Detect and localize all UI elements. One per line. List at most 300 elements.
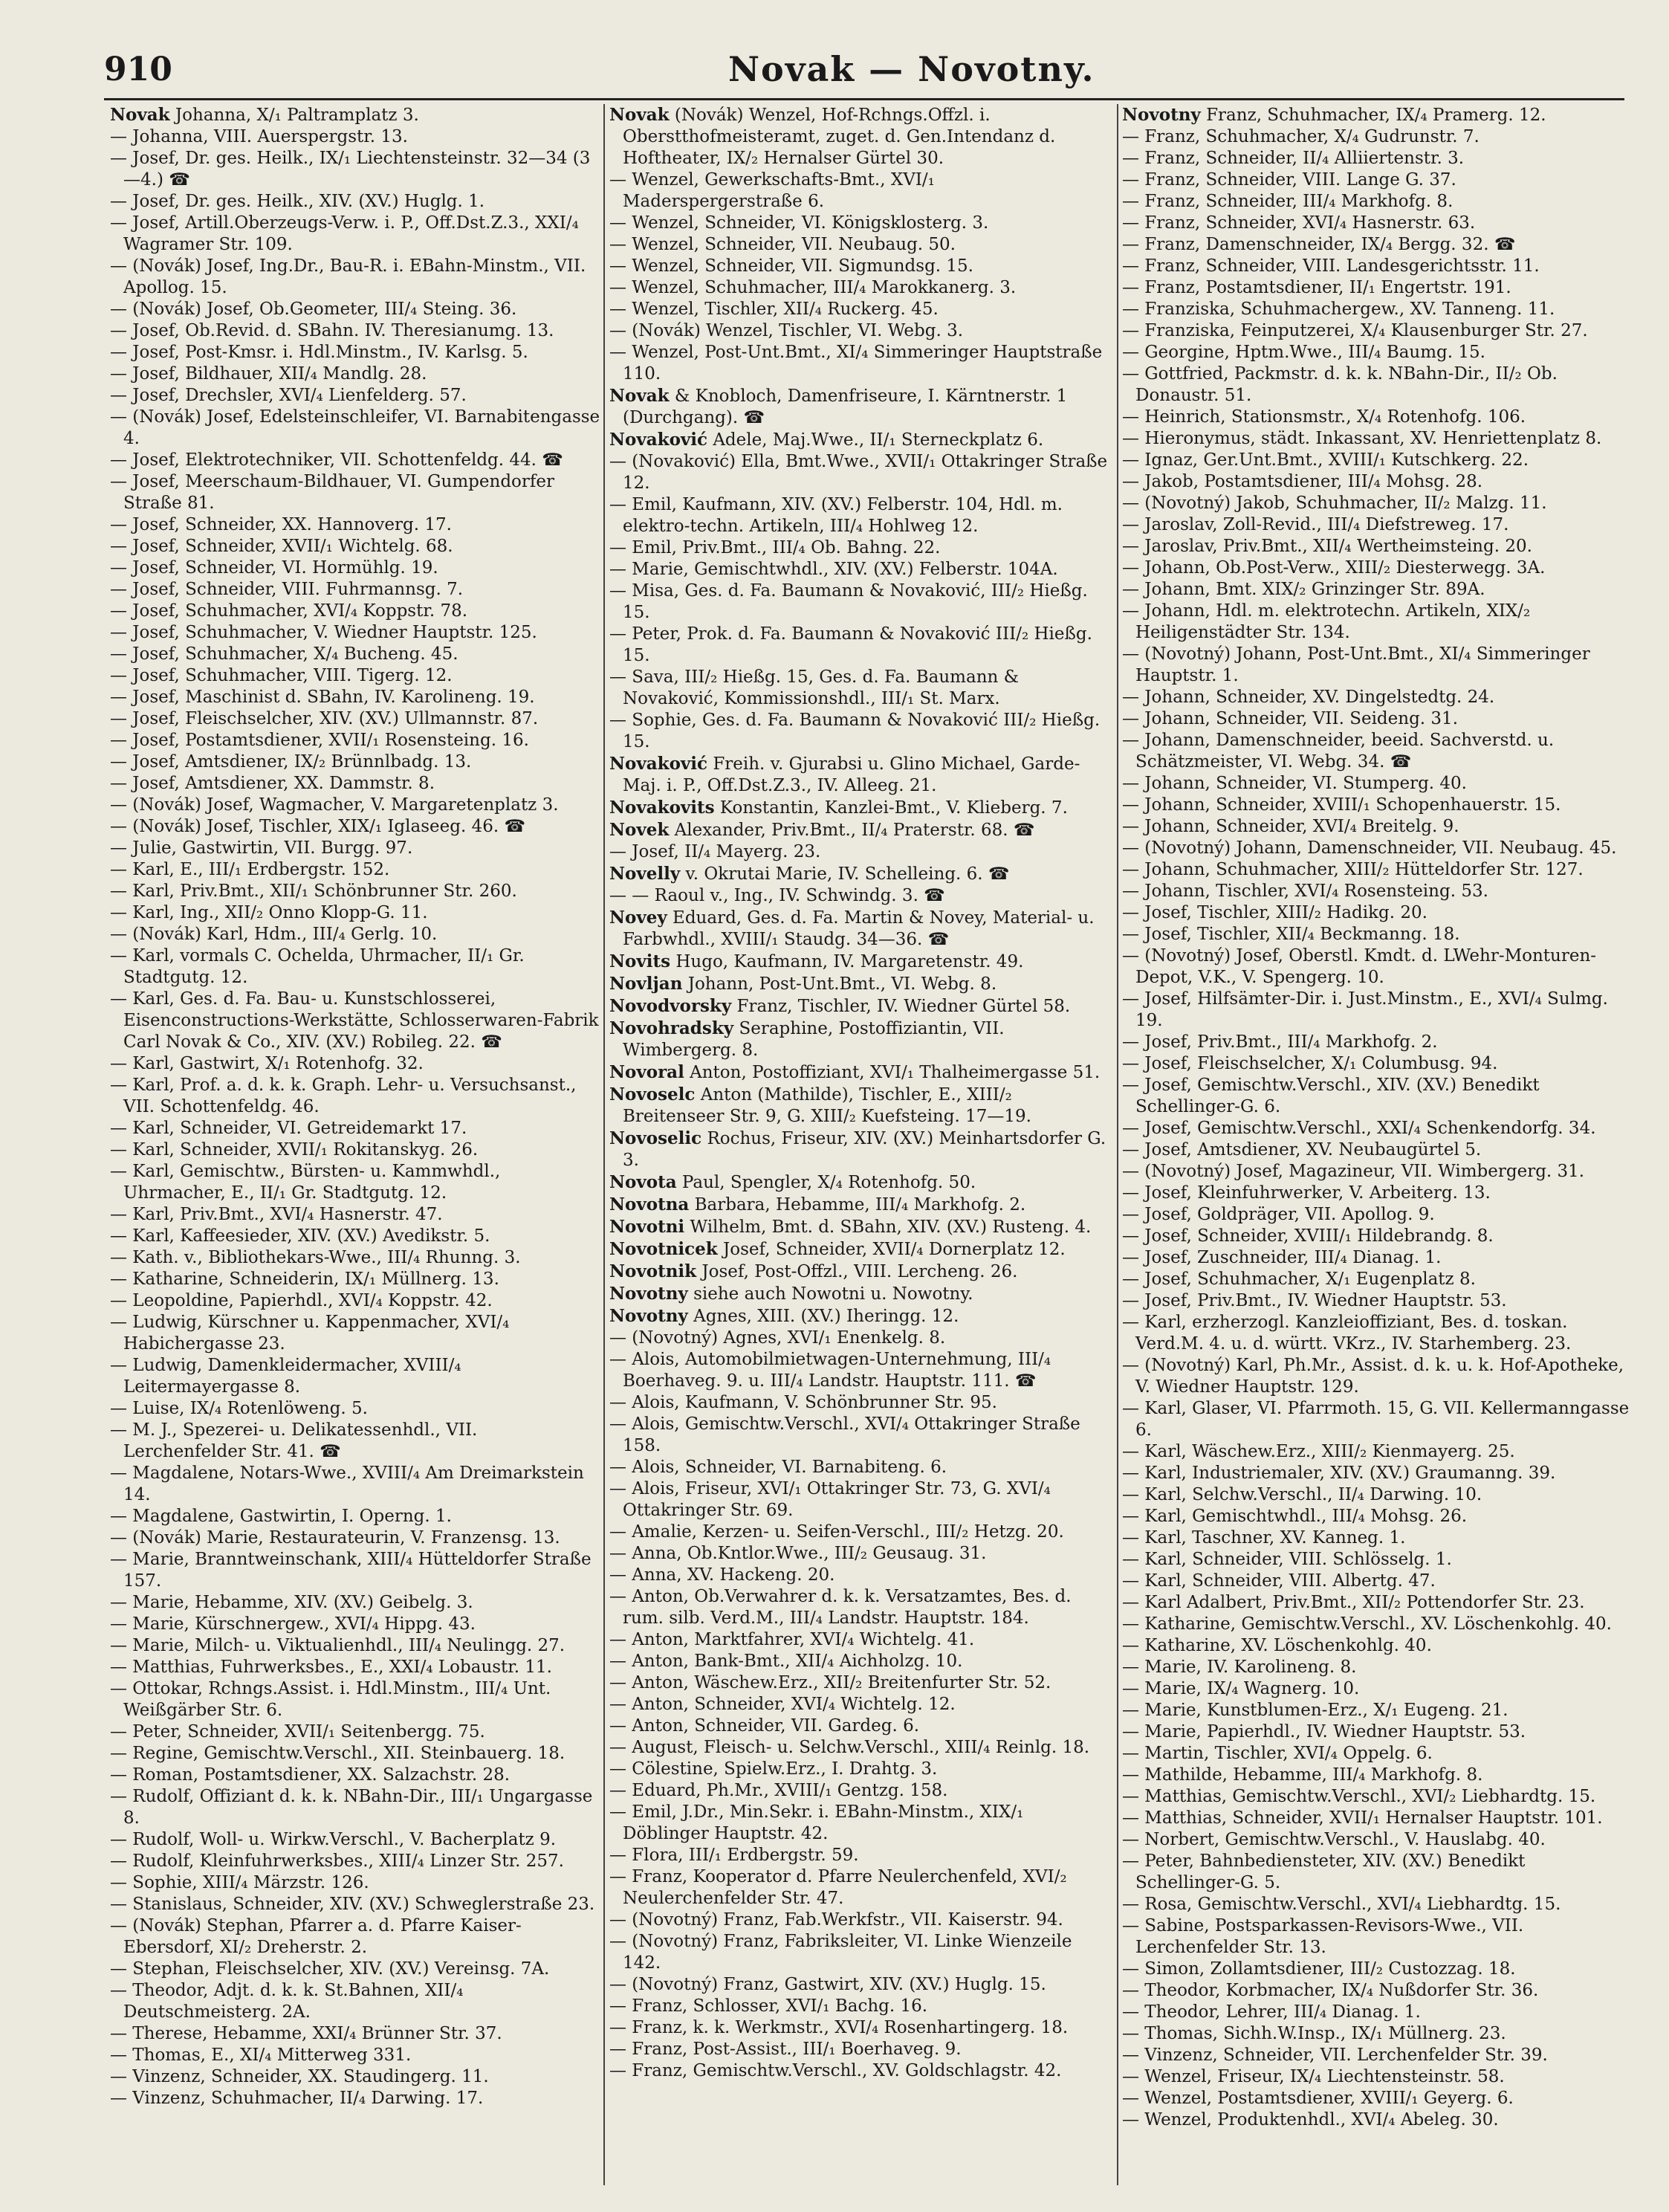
directory-entry — [1122, 859, 1635, 881]
entry-text: Alexander, Priv.Bmt., II/₄ Praterstr. 68. ☎ — [669, 821, 1035, 840]
directory-entry — [609, 2017, 1115, 2039]
entry-text: — Josef, Amtsdiener, XX. Dammstr. 8. — [110, 774, 435, 793]
directory-entry — [609, 1586, 1115, 1629]
entry-text: — Matthias, Fuhrwerksbes., E., XXI/₄ Lobaustr. 11. — [110, 1658, 552, 1677]
directory-entry — [110, 213, 600, 256]
directory-entry — [1122, 1851, 1635, 1894]
entry-text: — Josef, Goldpräger, VII. Apollog. 9. — [1122, 1205, 1435, 1224]
entry-text: — Wenzel, Postamtsdiener, XVIII/₁ Geyerg. 6. — [1122, 2089, 1514, 2108]
directory-entry — [110, 730, 600, 751]
directory-entry — [609, 451, 1115, 494]
entry-text: — Amalie, Kerzen- u. Seifen-Verschl., III/₂ Hetzg. 20. — [609, 1522, 1064, 1542]
directory-entry — [609, 1759, 1115, 1780]
entry-text: — Ignaz, Ger.Unt.Bmt., XVIII/₁ Kutschkerg. 22. — [1122, 450, 1529, 470]
directory-entry — [1122, 536, 1635, 557]
entry-text: — Karl Adalbert, Priv.Bmt., XII/₂ Pottendorfer Str. 23. — [1122, 1593, 1585, 1612]
entry-text: — Marie, IV. Karolineng. 8. — [1122, 1658, 1357, 1677]
entry-text: — Josef, Tischler, XII/₄ Beckmanng. 18. — [1122, 925, 1460, 944]
entry-text: — Rudolf, Kleinfuhrwerksbes., XIII/₄ Linzer Str. 257. — [110, 1852, 564, 1871]
directory-entry — [110, 665, 600, 687]
column-divider — [603, 104, 605, 2185]
entry-text: — Franziska, Feinputzerei, X/₄ Klausenburger Str. 27. — [1122, 321, 1588, 340]
entry-text: — Josef, Schuhmacher, XVI/₄ Koppstr. 78. — [110, 601, 468, 621]
directory-entry — [1122, 1204, 1635, 1226]
entry-text: siehe auch Nowotni u. Nowotny. — [687, 1284, 973, 1304]
entry-text: — (Novotný) Agnes, XVI/₁ Enenkelg. 8. — [609, 1328, 946, 1348]
directory-entry — [609, 234, 1115, 256]
directory-entry — [609, 1694, 1115, 1715]
directory-entry — [1122, 881, 1635, 902]
directory-entry — [1122, 104, 1635, 126]
entry-text: — Anton, Marktfahrer, XVI/₄ Wichtelg. 41. — [609, 1630, 975, 1649]
directory-entry — [1122, 1226, 1635, 1247]
entry-surname: Novits — [609, 951, 671, 971]
entry-text: (Novák) Wenzel, Hof-Rchngs.Offzl. i. Oberstthofmeisteramt, zuget. d. Gen.Intendanz d. Hoftheater, IX/₂ Hernalser Gürtel 30. — [623, 106, 1056, 168]
entry-text: Wilhelm, Bmt. d. SBahn, XIV. (XV.) Rusteng. 4. — [684, 1217, 1092, 1237]
directory-entry — [609, 104, 1115, 169]
directory-entry — [1122, 2088, 1635, 2109]
directory-entry — [110, 407, 600, 450]
entry-text: — (Novotný) Johann, Damenschneider, VII. Neubaug. 45. — [1122, 838, 1617, 858]
directory-entry — [110, 902, 600, 924]
entry-text: — Franz, Schneider, XVI/₄ Hasnerstr. 63. — [1122, 213, 1476, 233]
directory-entry — [1122, 1398, 1635, 1441]
entry-text: — Roman, Postamtsdiener, XX. Salzachstr. 28. — [110, 1765, 511, 1785]
entry-text: — Martin, Tischler, XVI/₄ Oppelg. 6. — [1122, 1744, 1433, 1763]
entry-text: — Karl, Schneider, VIII. Albertg. 47. — [1122, 1571, 1436, 1591]
entry-text: — (Novák) Josef, Ing.Dr., Bau-R. i. EBahn-Minstm., VII. Apollog. 15. — [110, 256, 586, 297]
entry-surname: Novak — [609, 105, 670, 125]
directory-entry — [110, 1118, 600, 1139]
directory-entry — [110, 945, 600, 989]
directory-entry — [110, 2066, 600, 2088]
directory-entry — [110, 838, 600, 859]
entry-text: — Josef, Gemischtw.Verschl., XIV. (XV.) Benedikt Schellinger-G. 6. — [1122, 1076, 1540, 1116]
entry-text: — Emil, Kaufmann, XIV. (XV.) Felberstr. 104, Hdl. m. elektro-techn. Artikeln, III/₄ Hohlweg 12. — [609, 495, 1063, 536]
directory-entry — [609, 169, 1115, 213]
entry-surname: Novek — [609, 820, 670, 840]
entry-text: — Peter, Bahnbediensteter, XIV. (XV.) Benedikt Schellinger-G. 5. — [1122, 1852, 1526, 1892]
directory-entry — [1122, 277, 1635, 299]
entry-text: — Josef, Priv.Bmt., III/₄ Markhofg. 2. — [1122, 1032, 1438, 1052]
entry-text: — Karl, Selchw.Verschl., II/₄ Darwing. 10. — [1122, 1485, 1482, 1504]
entry-text: v. Okrutai Marie, IV. Schelleing. 6. ☎ — [680, 864, 1010, 884]
directory-entry — [110, 256, 600, 299]
entry-text: — Theodor, Adjt. d. k. k. St.Bahnen, XII/₄ Deutschmeisterg. 2A. — [110, 1981, 464, 2022]
directory-entry — [1122, 1678, 1635, 1700]
entry-text: — Karl, Schneider, VIII. Schlösselg. 1. — [1122, 1550, 1452, 1569]
entry-text: — — Raoul v., Ing., IV. Schwindg. 3. ☎ — [609, 886, 945, 905]
entry-text: — Johann, Schuhmacher, XIII/₂ Hütteldorfer Str. 127. — [1122, 860, 1584, 879]
entry-surname: Novaković — [609, 754, 708, 774]
entry-surname: Novota — [609, 1172, 677, 1192]
directory-entry — [1122, 1571, 1635, 1592]
directory-entry — [1122, 1183, 1635, 1204]
directory-entry — [1122, 1527, 1635, 1549]
directory-entry — [1122, 1700, 1635, 1721]
directory-entry — [609, 1909, 1115, 1931]
directory-entry — [1122, 428, 1635, 450]
directory-entry — [1122, 1657, 1635, 1678]
entry-text: — Hieronymus, städt. Inkassant, XV. Henriettenplatz 8. — [1122, 429, 1602, 448]
directory-entry — [110, 1463, 600, 1506]
entry-text: & Knobloch, Damenfriseure, I. Kärntnerstr. 1 (Durchgang). ☎ — [623, 387, 1068, 427]
directory-entry — [110, 1678, 600, 1721]
entry-text: — Wenzel, Gewerkschafts-Bmt., XVI/₁ Maderspergerstraße 6. — [609, 170, 935, 211]
entry-text: — Karl, Priv.Bmt., XII/₁ Schönbrunner Str. 260. — [110, 882, 517, 901]
directory-entry — [1122, 450, 1635, 471]
entry-text: — Wenzel, Schneider, VII. Sigmundsg. 15. — [609, 256, 973, 276]
directory-entry — [609, 624, 1115, 667]
entry-text: — Karl, Gastwirt, X/₁ Rotenhofg. 32. — [110, 1054, 424, 1073]
entry-text: — Wenzel, Schuhmacher, III/₄ Marokkanerg. 3. — [609, 278, 1017, 297]
entry-text: — Josef, Ob.Revid. d. SBahn. IV. Theresianumg. 13. — [110, 321, 554, 340]
entry-text: — Karl, Priv.Bmt., XVI/₄ Hasnerstr. 47. — [110, 1205, 443, 1224]
directory-entry — [110, 1721, 600, 1743]
directory-entry — [110, 1765, 600, 1786]
entry-text: — M. J., Spezerei- u. Delikatessenhdl., VII. Lerchenfelder Str. 41. ☎ — [110, 1420, 478, 1461]
directory-entry — [110, 1635, 600, 1657]
entry-text: — Josef, Dr. ges. Heilk., XIV. (XV.) Huglg. 1. — [110, 192, 485, 211]
entry-text: — Josef, Fleischselcher, XIV. (XV.) Ullmannstr. 87. — [110, 709, 539, 728]
entry-text: — Alois, Schneider, VI. Barnabiteng. 6. — [609, 1458, 947, 1477]
entry-text: — Josef, Schuhmacher, VIII. Tigerg. 12. — [110, 666, 453, 685]
entry-text: — Franz, Schneider, II/₄ Alliiertenstr. 3. — [1122, 149, 1465, 168]
entry-text: — Karl, Ges. d. Fa. Bau- u. Kunstschlosserei, Eisenconstructions-Werkstätte, Schlosserwaren-Fabrik Carl Novak & Co., XIV. (XV.) Robileg. 22. ☎ — [110, 989, 599, 1052]
entry-text: — (Novák) Josef, Edelsteinschleifer, VI. Barnabitengasse 4. — [110, 407, 600, 448]
directory-entry — [1122, 601, 1635, 644]
directory-entry — [1122, 730, 1635, 773]
directory-entry — [1122, 924, 1635, 945]
entry-text: — (Novotný) Franz, Fabriksleiter, VI. Linke Wienzeile 142. — [609, 1932, 1072, 1973]
entry-text: Anton (Mathilde), Tischler, E., XIII/₂ Breitenseer Str. 9, G. XIII/₂ Kuefsteing. 17—19. — [623, 1085, 1031, 1126]
directory-entry — [609, 342, 1115, 385]
directory-entry — [110, 385, 600, 407]
entry-text: — Johann, Hdl. m. elektrotechn. Artikeln, XIX/₂ Heiligenstädter Str. 134. — [1122, 601, 1531, 642]
entry-text: — Josef, Fleischselcher, X/₁ Columbusg. 94. — [1122, 1054, 1498, 1073]
entry-text: — Josef, Amtsdiener, IX/₂ Brünnlbadg. 13. — [110, 752, 472, 772]
entry-text: — Marie, Kürschnergew., XVI/₄ Hippg. 43. — [110, 1614, 476, 1634]
entry-text: — (Novotný) Karl, Ph.Mr., Assist. d. k. u. k. Hof-Apotheke, V. Wiedner Hauptstr. 129. — [1122, 1356, 1624, 1397]
directory-entry — [110, 622, 600, 644]
entry-text: — Ludwig, Kürschner u. Kappenmacher, XVI/₄ Habichergasse 23. — [110, 1313, 510, 1354]
entry-text: — (Novotný) Johann, Post-Unt.Bmt., XI/₄ Simmeringer Hauptstr. 1. — [1122, 644, 1590, 685]
entry-text: — Anna, Ob.Kntlor.Wwe., III/₂ Geusaug. 31. — [609, 1544, 987, 1563]
directory-entry — [609, 1061, 1115, 1084]
entry-text: — (Novák) Stephan, Pfarrer a. d. Pfarre Kaiser-Ebersdorf, XI/₂ Dreherstr. 2. — [110, 1916, 522, 1957]
entry-text: — Josef, Priv.Bmt., IV. Wiedner Hauptstr. 53. — [1122, 1291, 1507, 1310]
entry-text: — Karl, Industriemaler, XIV. (XV.) Graumanng. 39. — [1122, 1464, 1556, 1483]
entry-text: — Anton, Bank-Bmt., XII/₄ Aichholzg. 10. — [609, 1652, 963, 1671]
directory-entry — [110, 1139, 600, 1161]
entry-text: Josef, Schneider, XVII/₄ Dornerplatz 12. — [717, 1240, 1066, 1259]
directory-entry — [1122, 1355, 1635, 1398]
directory-entry — [110, 1053, 600, 1075]
directory-entry — [110, 1247, 600, 1269]
directory-entry — [1122, 299, 1635, 320]
directory-entry — [110, 191, 600, 213]
directory-entry — [110, 644, 600, 665]
entry-text: — Sabine, Postsparkassen-Revisors-Wwe., VII. Lerchenfelder Str. 13. — [1122, 1916, 1524, 1957]
entry-text: — Marie, Papierhdl., IV. Wiedner Hauptstr. 53. — [1122, 1722, 1526, 1742]
directory-entry — [609, 1543, 1115, 1565]
directory-entry — [110, 579, 600, 601]
directory-entry — [1122, 1808, 1635, 1829]
entry-text: — Vinzenz, Schneider, VII. Lerchenfelder Str. 39. — [1122, 2046, 1548, 2065]
directory-entry — [110, 471, 600, 514]
entry-text: — Franz, Schneider, VIII. Lange G. 37. — [1122, 170, 1456, 190]
directory-entry — [609, 1327, 1115, 1349]
entry-text: — Georgine, Hptm.Wwe., III/₄ Baumg. 15. — [1122, 343, 1485, 362]
entry-text: — Leopoldine, Papierhdl., XVI/₄ Koppstr. 42. — [110, 1291, 493, 1310]
directory-entry — [1122, 471, 1635, 493]
entry-text: — Johann, Damenschneider, beeid. Sachverstd. u. Schätzmeister, VI. Webg. 34. ☎ — [1122, 731, 1555, 772]
directory-entry — [110, 2088, 600, 2109]
directory-entry — [110, 1851, 600, 1872]
entry-text: — Magdalene, Gastwirtin, I. Operng. 1. — [110, 1507, 452, 1526]
directory-entry — [609, 973, 1115, 995]
entry-text: — Alois, Automobilmietwagen-Unternehmung, III/₄ Boerhaveg. 9. u. III/₄ Landstr. Hauptstr. 111. ☎ — [609, 1350, 1051, 1391]
entry-text: — Gottfried, Packmstr. d. k. k. NBahn-Dir., II/₂ Ob. Donaustr. 51. — [1122, 364, 1558, 405]
entry-text: — Josef, Elektrotechniker, VII. Schottenfeldg. 44. ☎ — [110, 450, 563, 470]
directory-entry — [1122, 1290, 1635, 1312]
entry-text: Franz, Tischler, IV. Wiedner Gürtel 58. — [731, 997, 1071, 1016]
directory-entry — [110, 1269, 600, 1290]
directory-entry — [609, 1128, 1115, 1171]
entry-text: — Rudolf, Offiziant d. k. k. NBahn-Dir., III/₁ Ungargasse 8. — [110, 1787, 593, 1828]
entry-text: — Cölestine, Spielw.Erz., I. Drahtg. 3. — [609, 1759, 938, 1779]
entry-text: — Josef, Schneider, VI. Hormühlg. 19. — [110, 558, 438, 578]
entry-surname: Novak — [609, 386, 670, 406]
directory-entry — [609, 1349, 1115, 1392]
directory-entry — [1122, 342, 1635, 363]
entry-text: — Thomas, E., XI/₄ Mitterweg 331. — [110, 2046, 412, 2065]
entry-text: Agnes, XIII. (XV.) Iheringg. 12. — [687, 1307, 959, 1326]
entry-surname: Novotni — [609, 1217, 685, 1237]
directory-entry — [1122, 644, 1635, 687]
entry-text: — Josef, Postamtsdiener, XVII/₁ Rosensteing. 16. — [110, 731, 529, 750]
entry-text: — Alois, Friseur, XVI/₁ Ottakringer Str. 73, G. XVI/₄ Ottakringer Str. 69. — [609, 1479, 1051, 1520]
directory-entry — [1122, 2023, 1635, 2045]
entry-text: — Johanna, VIII. Auerspergstr. 13. — [110, 127, 408, 146]
entry-text: — Josef, Meerschaum-Bildhauer, VI. Gumpendorfer Straße 81. — [110, 472, 554, 513]
directory-entry — [1122, 579, 1635, 601]
entry-text: — Josef, Drechsler, XVI/₄ Lienfelderg. 57. — [110, 386, 467, 405]
directory-entry — [609, 1629, 1115, 1651]
directory-entry — [609, 797, 1115, 819]
directory-entry — [110, 881, 600, 902]
directory-entry — [110, 299, 600, 320]
directory-entry — [110, 1657, 600, 1678]
directory-entry — [609, 995, 1115, 1018]
entry-text: — Josef, Amtsdiener, XV. Neubaugürtel 5. — [1122, 1140, 1482, 1160]
entry-surname: Novotny — [1122, 105, 1201, 125]
directory-entry — [110, 989, 600, 1053]
entry-text: — (Novotný) Josef, Magazineur, VII. Wimbergerg. 31. — [1122, 1162, 1585, 1181]
entry-text: — Flora, III/₁ Erdbergstr. 59. — [609, 1846, 859, 1865]
directory-entry — [1122, 320, 1635, 342]
entry-text: — Katharine, Schneiderin, IX/₁ Müllnerg. 13. — [110, 1270, 499, 1289]
entry-text: Franz, Schuhmacher, IX/₄ Pramerg. 12. — [1200, 106, 1546, 125]
page-number: 910 — [104, 51, 172, 88]
entry-text: — Anna, XV. Hackeng. 20. — [609, 1565, 835, 1585]
entry-text: — Wenzel, Schneider, VI. Königsklosterg. 3. — [609, 213, 989, 233]
directory-entry — [1122, 407, 1635, 428]
directory-entry — [1122, 1549, 1635, 1571]
directory-entry — [110, 1549, 600, 1592]
directory-entry — [609, 1866, 1115, 1909]
entry-text: — Franz, Gemischtw.Verschl., XV. Goldschlagstr. 42. — [609, 2061, 1062, 2080]
directory-entry — [1122, 1484, 1635, 1506]
entry-text: — (Novotný) Franz, Gastwirt, XIV. (XV.) Huglg. 15. — [609, 1975, 1046, 1994]
entry-text: Seraphine, Postoffiziantin, VII. Wimbergerg. 8. — [623, 1019, 1005, 1060]
directory-entry — [110, 450, 600, 471]
entry-text: — Jakob, Postamtsdiener, III/₄ Mohsg. 28. — [1122, 472, 1483, 491]
directory-entry — [609, 213, 1115, 234]
entry-text: — Franz, Kooperator d. Pfarre Neulerchenfeld, XVI/₂ Neulerchenfelder Str. 47. — [609, 1867, 1067, 1908]
entry-text: — Karl, Wäschew.Erz., XIII/₂ Kienmayerg. 25. — [1122, 1442, 1515, 1461]
entry-text: — Franz, Schneider, III/₄ Markhofg. 8. — [1122, 192, 1454, 211]
entry-text: — Jaroslav, Priv.Bmt., XII/₄ Wertheimsteing. 20. — [1122, 537, 1532, 556]
entry-text: — Wenzel, Post-Unt.Bmt., XI/₄ Simmeringer Hauptstraße 110. — [609, 343, 1103, 384]
entry-text: — Rudolf, Woll- u. Wirkw.Verschl., V. Bacherplatz 9. — [110, 1830, 557, 1849]
entry-text: Eduard, Ges. d. Fa. Martin & Novey, Material- u. Farbwhdl., XVIII/₁ Staudg. 34—36. ☎ — [623, 908, 1095, 949]
directory-entry — [110, 2023, 600, 2045]
directory-entry — [110, 687, 600, 708]
page-heading: Novak — Novotny. — [728, 49, 1095, 89]
entry-text: Konstantin, Kanzlei-Bmt., V. Klieberg. 7. — [714, 798, 1068, 818]
directory-entry — [110, 1290, 600, 1312]
header-rule — [104, 98, 1624, 100]
directory-entry — [1122, 2109, 1635, 2131]
directory-entry — [110, 601, 600, 622]
directory-entry — [1122, 1829, 1635, 1851]
entry-text: — Wenzel, Tischler, XII/₄ Ruckerg. 45. — [609, 300, 939, 319]
directory-entry — [1122, 1269, 1635, 1290]
entry-text: — Karl, Schneider, XVII/₁ Rokitanskyg. 26. — [110, 1140, 479, 1160]
entry-text: — Johann, Bmt. XIX/₂ Grinzinger Str. 89A. — [1122, 580, 1485, 599]
entry-text: — Josef, Dr. ges. Heilk., IX/₁ Liechtensteinstr. 32—34 (3—4.) ☎ — [110, 149, 591, 190]
directory-entry — [1122, 1721, 1635, 1743]
entry-text: — (Novák) Josef, Ob.Geometer, III/₄ Steing. 36. — [110, 300, 517, 319]
entry-text: — Norbert, Gemischtw.Verschl., V. Hauslabg. 40. — [1122, 1830, 1546, 1849]
directory-entry — [110, 1161, 600, 1204]
directory-entry — [1122, 1075, 1635, 1118]
entry-text: — Karl, Gemischtwhdl., III/₄ Mohsg. 26. — [1122, 1507, 1468, 1526]
entry-text: — Franz, Post-Assist., III/₁ Boerhaveg. 9. — [609, 2040, 962, 2059]
entry-text: — Josef, Tischler, XIII/₂ Hadikg. 20. — [1122, 903, 1427, 922]
directory-entry — [609, 1261, 1115, 1283]
directory-entry — [110, 536, 600, 557]
entry-text: — Marie, Hebamme, XIV. (XV.) Geibelg. 3. — [110, 1593, 473, 1612]
entry-text: — Theodor, Korbmacher, IX/₄ Nußdorfer Str. 36. — [1122, 1981, 1539, 2000]
directory-entry — [110, 1743, 600, 1765]
directory-entry — [1122, 1894, 1635, 1915]
entry-surname: Novotny — [609, 1306, 688, 1326]
entry-surname: Novohradsky — [609, 1018, 734, 1038]
directory-entry — [110, 1398, 600, 1420]
entry-text: — Josef, Hilfsämter-Dir. i. Just.Minstm., E., XVI/₄ Sulmg. 19. — [1122, 989, 1608, 1030]
entry-text: — Franz, Damenschneider, IX/₄ Bergg. 32. ☎ — [1122, 235, 1516, 254]
entry-text: — Alois, Gemischtw.Verschl., XVI/₄ Ottakringer Straße 158. — [609, 1414, 1080, 1455]
entry-text: — Karl, Prof. a. d. k. k. Graph. Lehr- u. Versuchsanst., VII. Schottenfeldg. 46. — [110, 1076, 577, 1116]
entry-text: — Karl, E., III/₁ Erdbergstr. 152. — [110, 860, 390, 879]
directory-entry — [1122, 1161, 1635, 1183]
directory-entry — [1122, 687, 1635, 708]
entry-text: Anton, Postoffiziant, XVI/₁ Thalheimergasse 51. — [684, 1063, 1101, 1082]
entry-text: — (Novák) Marie, Restaurateurin, V. Franzensg. 13. — [110, 1528, 560, 1548]
directory-entry — [609, 581, 1115, 624]
entry-text: — Thomas, Sichh.W.Insp., IX/₁ Müllnerg. 23. — [1122, 2024, 1506, 2043]
directory-entry — [110, 342, 600, 363]
directory-entry — [1122, 148, 1635, 169]
entry-text: — Matthias, Gemischtw.Verschl., XVI/₂ Liebhardtg. 15. — [1122, 1787, 1596, 1806]
directory-entry — [110, 1786, 600, 1829]
directory-entry — [609, 559, 1115, 581]
entry-text: — Matthias, Schneider, XVII/₁ Hernalser Hauptstr. 101. — [1122, 1808, 1603, 1828]
entry-surname: Novey — [609, 908, 667, 928]
directory-entry — [110, 859, 600, 881]
entry-text: — Ludwig, Damenkleidermacher, XVIII/₄ Leitermayergasse 8. — [110, 1356, 461, 1397]
directory-entry — [609, 1018, 1115, 1061]
directory-entry — [110, 1829, 600, 1851]
entry-text: — Josef, Artill.Oberzeugs-Verw. i. P., Off.Dst.Z.3., XXI/₄ Wagramer Str. 109. — [110, 213, 579, 254]
directory-entry — [1122, 1980, 1635, 2002]
directory-entry — [609, 1651, 1115, 1672]
entry-text: — Josef, Schneider, XVII/₁ Wichtelg. 68. — [110, 537, 453, 556]
entry-text: — Peter, Prok. d. Fa. Baumann & Novaković III/₂ Hießg. 15. — [609, 624, 1092, 665]
directory-entry — [1122, 1441, 1635, 1463]
directory-entry — [609, 710, 1115, 753]
directory-entry — [609, 537, 1115, 559]
directory-entry — [609, 277, 1115, 299]
entry-text: — Katharine, Gemischtw.Verschl., XV. Löschenkohlg. 40. — [1122, 1614, 1612, 1634]
entry-text: — Josef, Schneider, XX. Hannoverg. 17. — [110, 515, 452, 534]
directory-entry — [609, 1392, 1115, 1414]
directory-entry — [609, 299, 1115, 320]
directory-entry — [1122, 1118, 1635, 1139]
directory-entry — [110, 126, 600, 148]
entry-text: — Heinrich, Stationsmstr., X/₄ Rotenhofg. 106. — [1122, 407, 1526, 427]
directory-entry — [1122, 773, 1635, 795]
entry-text: — Anton, Ob.Verwahrer d. k. k. Versatzamtes, Bes. d. rum. silb. Verd.M., III/₄ Landstr. Hauptstr. 184. — [609, 1587, 1072, 1628]
entry-text: — Josef, Schneider, XVIII/₁ Hildebrandg. 8. — [1122, 1226, 1494, 1246]
entry-text: — Johann, Tischler, XVI/₄ Rosensteing. 53. — [1122, 882, 1488, 901]
entry-text: — Magdalene, Notars-Wwe., XVIII/₄ Am Dreimarkstein 14. — [110, 1464, 584, 1504]
directory-entry — [1122, 493, 1635, 514]
directory-entry — [609, 1996, 1115, 2017]
entry-text: — Marie, Milch- u. Viktualienhdl., III/₄ Neulingg. 27. — [110, 1636, 565, 1655]
entry-text: — Franz, Schneider, VIII. Landesgerichtsstr. 11. — [1122, 256, 1540, 276]
directory-entry — [1122, 1959, 1635, 1980]
entry-text: — Anton, Schneider, XVI/₄ Wichtelg. 12. — [609, 1695, 956, 1714]
directory-entry — [1122, 2002, 1635, 2023]
directory-entry — [1122, 191, 1635, 213]
directory-entry — [1122, 795, 1635, 816]
entry-text: — Johann, Schneider, XVI/₄ Breitelg. 9. — [1122, 817, 1459, 836]
directory-entry — [110, 795, 600, 816]
directory-entry — [609, 494, 1115, 537]
directory-entry — [1122, 256, 1635, 277]
directory-entry — [1122, 1592, 1635, 1614]
directory-entry — [609, 907, 1115, 951]
entry-text: — Sava, III/₂ Hießg. 15, Ges. d. Fa. Baumann & Novaković, Kommissionshdl., III/₁ St. Marx. — [609, 667, 1020, 708]
directory-entry — [1122, 1247, 1635, 1269]
entry-text: — Kath. v., Bibliothekars-Wwe., III/₄ Rhunng. 3. — [110, 1248, 521, 1267]
entry-text: — Wenzel, Friseur, IX/₄ Liechtensteinstr. 58. — [1122, 2067, 1505, 2086]
directory-entry — [609, 1457, 1115, 1478]
directory-entry — [609, 385, 1115, 429]
